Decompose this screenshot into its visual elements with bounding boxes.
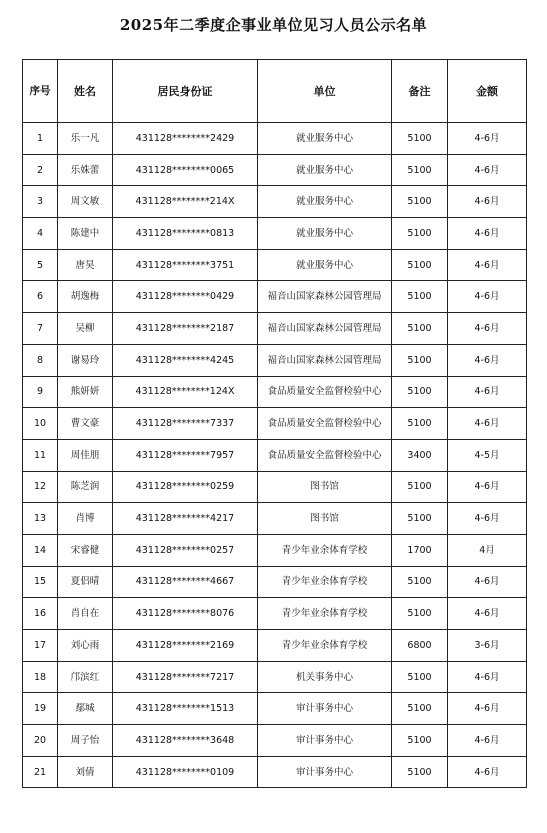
roster-table (22, 59, 527, 788)
remark-cell: 5100 (392, 186, 448, 218)
amount-cell: 4-6月 (448, 693, 527, 725)
index-cell: 19 (23, 693, 58, 725)
remark-cell: 5100 (392, 725, 448, 757)
id-card-cell: 431128********124X (113, 376, 258, 408)
table-row (23, 598, 527, 630)
index-cell: 11 (23, 439, 58, 471)
amount-cell: 4-6月 (448, 566, 527, 598)
index-cell: 18 (23, 661, 58, 693)
table-row (23, 344, 527, 376)
name-cell: 鄢城 (58, 693, 113, 725)
unit-cell: 就业服务中心 (258, 186, 392, 218)
table-row (23, 249, 527, 281)
amount-cell: 3-6月 (448, 630, 527, 662)
amount-cell: 4-6月 (448, 154, 527, 186)
unit-cell: 青少年业余体育学校 (258, 630, 392, 662)
remark-cell: 5100 (392, 123, 448, 155)
table-row (23, 439, 527, 471)
amount-cell: 4月 (448, 534, 527, 566)
table-row (23, 123, 527, 155)
name-cell: 吴柳 (58, 313, 113, 345)
unit-cell: 福音山国家森林公园管理局 (258, 281, 392, 313)
remark-cell: 6800 (392, 630, 448, 662)
amount-cell: 4-6月 (448, 408, 527, 440)
remark-cell: 3400 (392, 439, 448, 471)
unit-cell: 图书馆 (258, 503, 392, 535)
table-row (23, 376, 527, 408)
header-index: 序号 (23, 60, 58, 123)
name-cell: 周文敏 (58, 186, 113, 218)
name-cell: 陈芝润 (58, 471, 113, 503)
amount-cell: 4-6月 (448, 471, 527, 503)
id-card-cell: 431128********2187 (113, 313, 258, 345)
remark-cell: 5100 (392, 376, 448, 408)
unit-cell: 就业服务中心 (258, 154, 392, 186)
amount-cell: 4-6月 (448, 313, 527, 345)
table-row (23, 534, 527, 566)
unit-cell: 图书馆 (258, 471, 392, 503)
header-unit: 单位 (258, 60, 392, 123)
id-card-cell: 431128********2169 (113, 630, 258, 662)
table-body (23, 123, 527, 788)
id-card-cell: 431128********0429 (113, 281, 258, 313)
id-card-cell: 431128********7957 (113, 439, 258, 471)
unit-cell: 青少年业余体育学校 (258, 534, 392, 566)
id-card-cell: 431128********214X (113, 186, 258, 218)
index-cell: 14 (23, 534, 58, 566)
amount-cell: 4-6月 (448, 249, 527, 281)
id-card-cell: 431128********7217 (113, 661, 258, 693)
amount-cell: 4-6月 (448, 218, 527, 250)
name-cell: 肖博 (58, 503, 113, 535)
id-card-cell: 431128********3648 (113, 725, 258, 757)
remark-cell: 5100 (392, 566, 448, 598)
index-cell: 20 (23, 725, 58, 757)
id-card-cell: 431128********2429 (113, 123, 258, 155)
index-cell: 6 (23, 281, 58, 313)
table-header-row (23, 60, 527, 123)
name-cell: 肖自在 (58, 598, 113, 630)
amount-cell: 4-6月 (448, 756, 527, 788)
table-row (23, 566, 527, 598)
index-cell: 2 (23, 154, 58, 186)
id-card-cell: 431128********1513 (113, 693, 258, 725)
amount-cell: 4-6月 (448, 503, 527, 535)
table-row (23, 408, 527, 440)
unit-cell: 就业服务中心 (258, 249, 392, 281)
index-cell: 17 (23, 630, 58, 662)
name-cell: 夏侣晴 (58, 566, 113, 598)
name-cell: 曹文豪 (58, 408, 113, 440)
unit-cell: 审计事务中心 (258, 725, 392, 757)
unit-cell: 青少年业余体育学校 (258, 566, 392, 598)
name-cell: 宋睿健 (58, 534, 113, 566)
id-card-cell: 431128********4217 (113, 503, 258, 535)
remark-cell: 5100 (392, 344, 448, 376)
table-row (23, 630, 527, 662)
index-cell: 7 (23, 313, 58, 345)
name-cell: 熊妍妍 (58, 376, 113, 408)
amount-cell: 4-6月 (448, 725, 527, 757)
id-card-cell: 431128********0259 (113, 471, 258, 503)
table-row (23, 693, 527, 725)
unit-cell: 福音山国家森林公园管理局 (258, 344, 392, 376)
id-card-cell: 431128********0257 (113, 534, 258, 566)
name-cell: 乐姝蕾 (58, 154, 113, 186)
name-cell: 乐一凡 (58, 123, 113, 155)
index-cell: 12 (23, 471, 58, 503)
header-amount: 金额 (448, 60, 527, 123)
index-cell: 4 (23, 218, 58, 250)
name-cell: 陈建中 (58, 218, 113, 250)
unit-cell: 机关事务中心 (258, 661, 392, 693)
index-cell: 21 (23, 756, 58, 788)
id-card-cell: 431128********8076 (113, 598, 258, 630)
unit-cell: 审计事务中心 (258, 756, 392, 788)
table-row (23, 218, 527, 250)
unit-cell: 审计事务中心 (258, 693, 392, 725)
remark-cell: 5100 (392, 598, 448, 630)
table-row (23, 281, 527, 313)
id-card-cell: 431128********4245 (113, 344, 258, 376)
table-row (23, 725, 527, 757)
remark-cell: 5100 (392, 249, 448, 281)
unit-cell: 食品质量安全监督检验中心 (258, 439, 392, 471)
id-card-cell: 431128********3751 (113, 249, 258, 281)
remark-cell: 5100 (392, 693, 448, 725)
name-cell: 周子怡 (58, 725, 113, 757)
index-cell: 10 (23, 408, 58, 440)
remark-cell: 5100 (392, 408, 448, 440)
amount-cell: 4-6月 (448, 344, 527, 376)
unit-cell: 就业服务中心 (258, 218, 392, 250)
id-card-cell: 431128********7337 (113, 408, 258, 440)
id-card-cell: 431128********0065 (113, 154, 258, 186)
index-cell: 9 (23, 376, 58, 408)
name-cell: 唐昊 (58, 249, 113, 281)
table-row (23, 313, 527, 345)
amount-cell: 4-5月 (448, 439, 527, 471)
unit-cell: 青少年业余体育学校 (258, 598, 392, 630)
amount-cell: 4-6月 (448, 598, 527, 630)
remark-cell: 5100 (392, 281, 448, 313)
id-card-cell: 431128********0813 (113, 218, 258, 250)
header-remark: 备注 (392, 60, 448, 123)
amount-cell: 4-6月 (448, 281, 527, 313)
header-name: 姓名 (58, 60, 113, 123)
header-id-card: 居民身份证 (113, 60, 258, 123)
table-row (23, 186, 527, 218)
index-cell: 5 (23, 249, 58, 281)
remark-cell: 5100 (392, 154, 448, 186)
amount-cell: 4-6月 (448, 376, 527, 408)
name-cell: 刘心雨 (58, 630, 113, 662)
index-cell: 13 (23, 503, 58, 535)
name-cell: 邝滨红 (58, 661, 113, 693)
unit-cell: 就业服务中心 (258, 123, 392, 155)
amount-cell: 4-6月 (448, 661, 527, 693)
remark-cell: 5100 (392, 661, 448, 693)
name-cell: 周佳朋 (58, 439, 113, 471)
unit-cell: 福音山国家森林公园管理局 (258, 313, 392, 345)
table-row (23, 503, 527, 535)
table-row (23, 154, 527, 186)
remark-cell: 1700 (392, 534, 448, 566)
index-cell: 8 (23, 344, 58, 376)
name-cell: 胡逸梅 (58, 281, 113, 313)
page-title: 2025年二季度企事业单位见习人员公示名单 (119, 16, 428, 34)
index-cell: 3 (23, 186, 58, 218)
remark-cell: 5100 (392, 756, 448, 788)
unit-cell: 食品质量安全监督检验中心 (258, 408, 392, 440)
remark-cell: 5100 (392, 313, 448, 345)
table-row (23, 756, 527, 788)
index-cell: 1 (23, 123, 58, 155)
amount-cell: 4-6月 (448, 123, 527, 155)
id-card-cell: 431128********0109 (113, 756, 258, 788)
index-cell: 16 (23, 598, 58, 630)
remark-cell: 5100 (392, 218, 448, 250)
name-cell: 刘倩 (58, 756, 113, 788)
table-row (23, 471, 527, 503)
remark-cell: 5100 (392, 471, 448, 503)
id-card-cell: 431128********4667 (113, 566, 258, 598)
unit-cell: 食品质量安全监督检验中心 (258, 376, 392, 408)
table-row (23, 661, 527, 693)
remark-cell: 5100 (392, 503, 448, 535)
name-cell: 谢易玲 (58, 344, 113, 376)
index-cell: 15 (23, 566, 58, 598)
amount-cell: 4-6月 (448, 186, 527, 218)
